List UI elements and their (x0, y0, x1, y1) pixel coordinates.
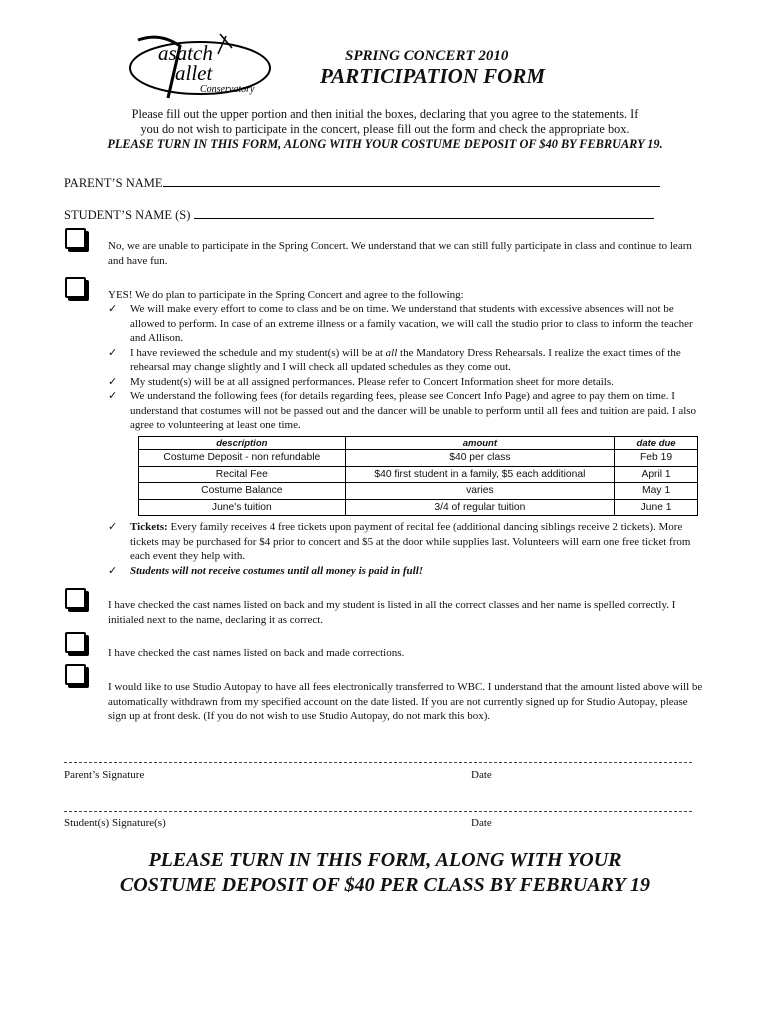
agreement-list (108, 302, 703, 433)
table-cell: April 1 (615, 466, 698, 483)
option-no-text: No, we are unable to participate in the Spring Concert. We understand that we can still fully participate in class and continue to learn and have fun. (108, 240, 692, 267)
form-title: PARTICIPATION FORM (320, 64, 546, 88)
table-row (139, 466, 698, 483)
intro-text: Please fill out the upper portion and then initial the boxes, declaring that you agree to the statements. If you do not wish to participate in the concert, please fill out the form and check the appropriate box. PLEASE TURN IN THIS FORM, ALONG WITH YOUR COSTUME DEPOSIT OF $40 BY FEBRUARY 19. (107, 107, 663, 151)
parent-signature-line[interactable] (64, 762, 692, 763)
student-signature-label: Student(s) Signature(s) (64, 817, 166, 829)
table-cell: varies (345, 483, 614, 500)
student-name-field[interactable] (64, 205, 654, 223)
column-header: amount (345, 437, 614, 450)
student-name-line[interactable] (194, 205, 654, 219)
option-yes-text: YES! We do plan to participate in the Spring Concert and agree to the following: (108, 289, 464, 301)
column-header: description (139, 437, 346, 450)
wasatch-ballet-logo (120, 28, 295, 108)
event-title: SPRING CONCERT 2010 (345, 48, 509, 64)
agreement-item: ✓ We understand the following fees (for details regarding fees, please see Concert Info Page) and agree to pay them on time. I understand that costumes will not be passed out and the dancer will be unable to perform until all fees and tuition are paid. I also agree to volunteering at least one time. (108, 390, 697, 431)
parent-signature-label: Parent’s Signature (64, 769, 145, 781)
agreement-item: ✓ My student(s) will be at all assigned performances. Please refer to Concert Information sheet for more details. (108, 375, 614, 388)
checkbox-yes[interactable] (65, 277, 86, 298)
checkmark-icon: ✓ (108, 303, 118, 315)
statement-corrections: I have checked the cast names listed on back and made corrections. (108, 647, 405, 659)
table-row (139, 483, 698, 500)
checkmark-icon: ✓ (108, 564, 118, 577)
ticket-info (108, 520, 703, 578)
parent-name-line[interactable] (163, 173, 660, 187)
student-date-label: Date (471, 817, 492, 829)
table-cell: $40 first student in a family, $5 each additional (345, 466, 614, 483)
checkbox-cast-checked[interactable] (65, 588, 86, 609)
checkmark-icon: ✓ (108, 521, 118, 533)
checkmark-icon: ✓ (108, 346, 118, 359)
svg-text:asatch: asatch (158, 41, 213, 65)
table-cell: Feb 19 (615, 450, 698, 467)
costume-warning: Students will not receive costumes until all money is paid in full! (130, 564, 424, 577)
agreement-item: ✓ We will make every effort to come to class and be on time. We understand that students with excessive absences will not be allowed to perform. In case of an extreme illness or a family vacation, we will call the studio prior to class to inform the teacher and Allison. (108, 303, 693, 344)
table-cell: 3/4 of regular tuition (345, 499, 614, 516)
student-name-label: STUDENT’S NAME (S) (64, 208, 191, 222)
footer-reminder: PLEASE TURN IN THIS FORM, ALONG WITH YOUR COSTUME DEPOSIT OF $40 PER CLASS BY FEBRUARY 19 (119, 849, 651, 896)
table-cell: Recital Fee (139, 466, 346, 483)
parent-date-label: Date (471, 769, 492, 781)
checkmark-icon: ✓ (108, 375, 118, 388)
table-cell: June's tuition (139, 499, 346, 516)
agreement-item: ✓ Tickets: Every family receives 4 free tickets upon payment of recital fee (additional dancing siblings receive 2 tickets). More tickets may be purchased for $4 prior to concert and $5 at the door while supplies last. Volunteers will earn one free ticket from each event they help with. (108, 521, 691, 562)
table-cell: Costume Deposit - non refundable (139, 450, 346, 467)
checkbox-corrections[interactable] (65, 632, 86, 653)
student-signature-line[interactable] (64, 811, 692, 812)
agreement-item: ✓ I have reviewed the schedule and my student(s) will be at all the Mandatory Dress Rehearsals. I realize the exact times of the rehearsal may change slightly and I will check all updated schedules as they come out. (108, 346, 681, 373)
statement-autopay: I would like to use Studio Autopay to have all fees electronically transferred to WBC. I understand that the amount listed above will be automatically withdrawn from my specified account on the date listed. If you are not currently signed up for Studio Autopay, please sign up at front desk. (If you do not wish to use Studio Autopay, do not mark this box). (108, 681, 703, 722)
table-row (139, 499, 698, 516)
checkbox-autopay[interactable] (65, 664, 86, 685)
table-cell: Costume Balance (139, 483, 346, 500)
table-cell: May 1 (615, 483, 698, 500)
fees-table (138, 436, 698, 516)
table-row (139, 450, 698, 467)
svg-text:allet: allet (175, 61, 213, 85)
agreement-item (108, 564, 703, 579)
svg-text:Conservatory: Conservatory (200, 84, 255, 95)
table-cell: $40 per class (345, 450, 614, 467)
column-header: date due (615, 437, 698, 450)
table-cell: June 1 (615, 499, 698, 516)
parent-name-field[interactable] (64, 173, 660, 191)
statement-cast-checked: I have checked the cast names listed on back and my student is listed in all the correct classes and her name is spelled correctly. I initialed next to the name, declaring it as correct. (108, 599, 676, 626)
table-header-row (139, 437, 698, 450)
checkmark-icon: ✓ (108, 390, 118, 402)
parent-name-label: PARENT’S NAME (64, 176, 163, 190)
checkbox-no[interactable] (65, 228, 86, 249)
